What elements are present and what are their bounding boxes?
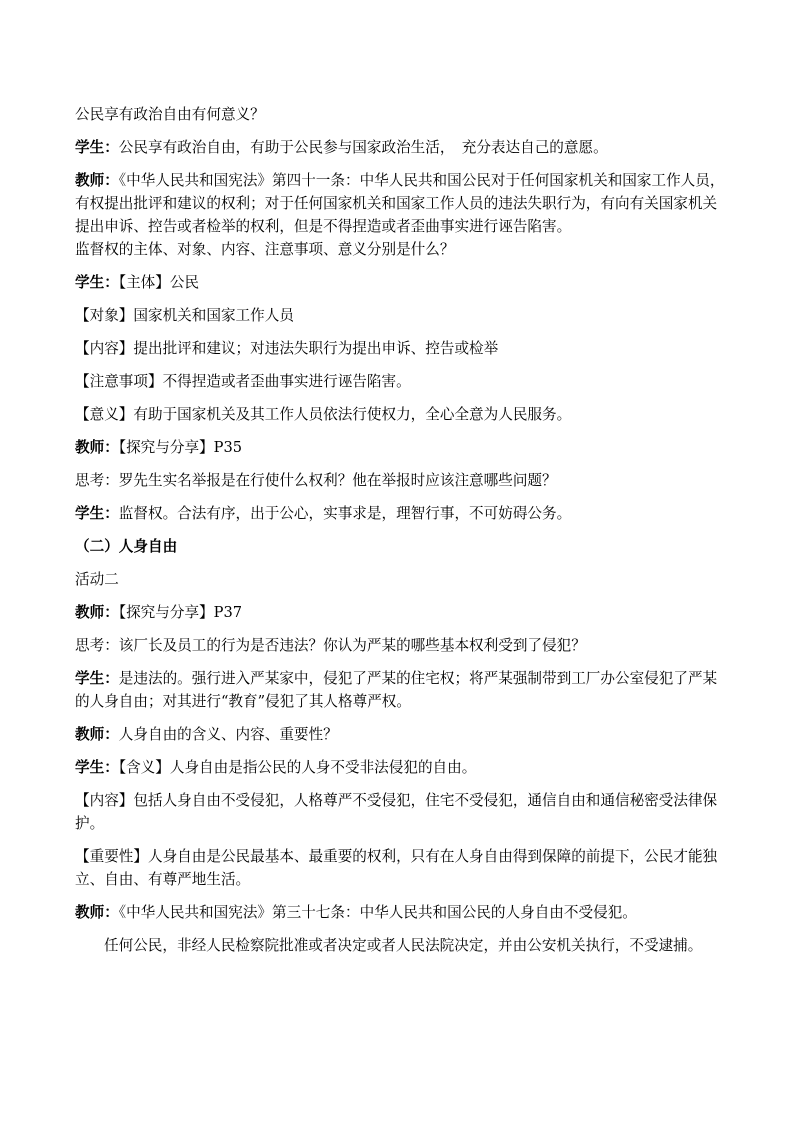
document-body xyxy=(75,103,730,957)
student-reply xyxy=(75,667,730,713)
student-reply xyxy=(75,271,730,294)
speaker-label: 教师： xyxy=(75,726,119,743)
remark-text: 《中华人民共和国宪法》第三十七条：中华人民共和国公民的人身自由不受侵犯。 xyxy=(118,904,637,921)
speaker-label: 学生： xyxy=(75,670,119,687)
teacher-remark xyxy=(75,436,730,459)
question-line: 公民享有政治自由有何意义？ xyxy=(75,106,265,123)
speaker-label: 学生： xyxy=(75,759,119,776)
reply-text: 【主体】公民 xyxy=(118,274,200,291)
text-line: 【意义】有助于国家机关及其工作人员依法行使权力，全心全意为人民服务。 xyxy=(75,406,572,423)
activity-label: 活动二 xyxy=(75,571,119,588)
teacher-remark xyxy=(75,723,730,746)
remark-text: 【探究与分享】P37 xyxy=(118,604,243,621)
text-line: 【内容】包括人身自由不受侵犯，人格尊严不受侵犯，住宅不受侵犯，通信自由和通信秘密受法律保护。 xyxy=(75,792,718,832)
text-line: 【注意事项】不得捏造或者歪曲事实进行诬告陷害。 xyxy=(75,373,411,390)
question-line: 思考：该厂长及员工的行为是否违法？你认为严某的哪些基本权利受到了侵犯？ xyxy=(75,637,586,654)
reply-text: 【含义】人身自由是指公民的人身不受非法侵犯的自由。 xyxy=(118,759,477,776)
text-line: 任何公民，非经人民检察院批准或者决定或者人民法院决定，并由公安机关执行，不受逮捕。 xyxy=(104,937,703,954)
text-line: 【对象】国家机关和国家工作人员 xyxy=(75,307,294,324)
speaker-label: 学生： xyxy=(75,139,119,156)
speaker-label: 学生： xyxy=(75,274,119,291)
student-reply xyxy=(75,502,730,525)
text-line: 【重要性】人身自由是公民最基本、最重要的权利，只有在人身自由得到保障的前提下，公民才能独立、自由、有尊严地生活。 xyxy=(75,848,718,888)
question-line: 思考：罗先生实名举报是在行使什么权利？他在举报时应该注意哪些问题？ xyxy=(75,472,557,489)
speaker-label: 教师： xyxy=(75,904,119,921)
remark-text: 【探究与分享】P35 xyxy=(118,439,243,456)
speaker-label: 教师： xyxy=(75,439,119,456)
text-line: 【内容】提出批评和建议；对违法失职行为提出申诉、控告或检举 xyxy=(75,340,499,357)
question-line: 监督权的主体、对象、内容、注意事项、意义分别是什么？ xyxy=(75,241,455,258)
reply-text: 是违法的。强行进入严某家中，侵犯了严某的住宅权；将严某强制带到工厂办公室侵犯了严某的人身自由；对其进行“教育”侵犯了其人格尊严权。 xyxy=(75,670,718,710)
remark-text: 《中华人民共和国宪法》第四十一条：中华人民共和国公民对于任何国家机关和国家工作人员，有权提出批评和建议的权利；对于任何国家机关和国家工作人员的违法失职行为，有向有关国家机关提出申诉、控告或者检举的权利，但是不得捏造或者歪曲事实进行诬告陷害。 xyxy=(75,172,725,235)
reply-text: 公民享有政治自由，有助于公民参与国家政治生活， 充分表达自己的意愿。 xyxy=(118,139,608,156)
speaker-label: 教师： xyxy=(75,604,119,621)
speaker-label: 教师： xyxy=(75,172,119,189)
section-heading: （二）人身自由 xyxy=(75,538,178,555)
teacher-remark xyxy=(75,901,730,924)
student-reply xyxy=(75,756,730,779)
reply-text: 监督权。合法有序，出于公心，实事求是，理智行事，不可妨碍公务。 xyxy=(118,505,572,522)
remark-text: 人身自由的含义、内容、重要性？ xyxy=(118,726,338,743)
teacher-remark xyxy=(75,169,730,238)
speaker-label: 学生： xyxy=(75,505,119,522)
teacher-remark xyxy=(75,601,730,624)
student-reply xyxy=(75,136,730,159)
